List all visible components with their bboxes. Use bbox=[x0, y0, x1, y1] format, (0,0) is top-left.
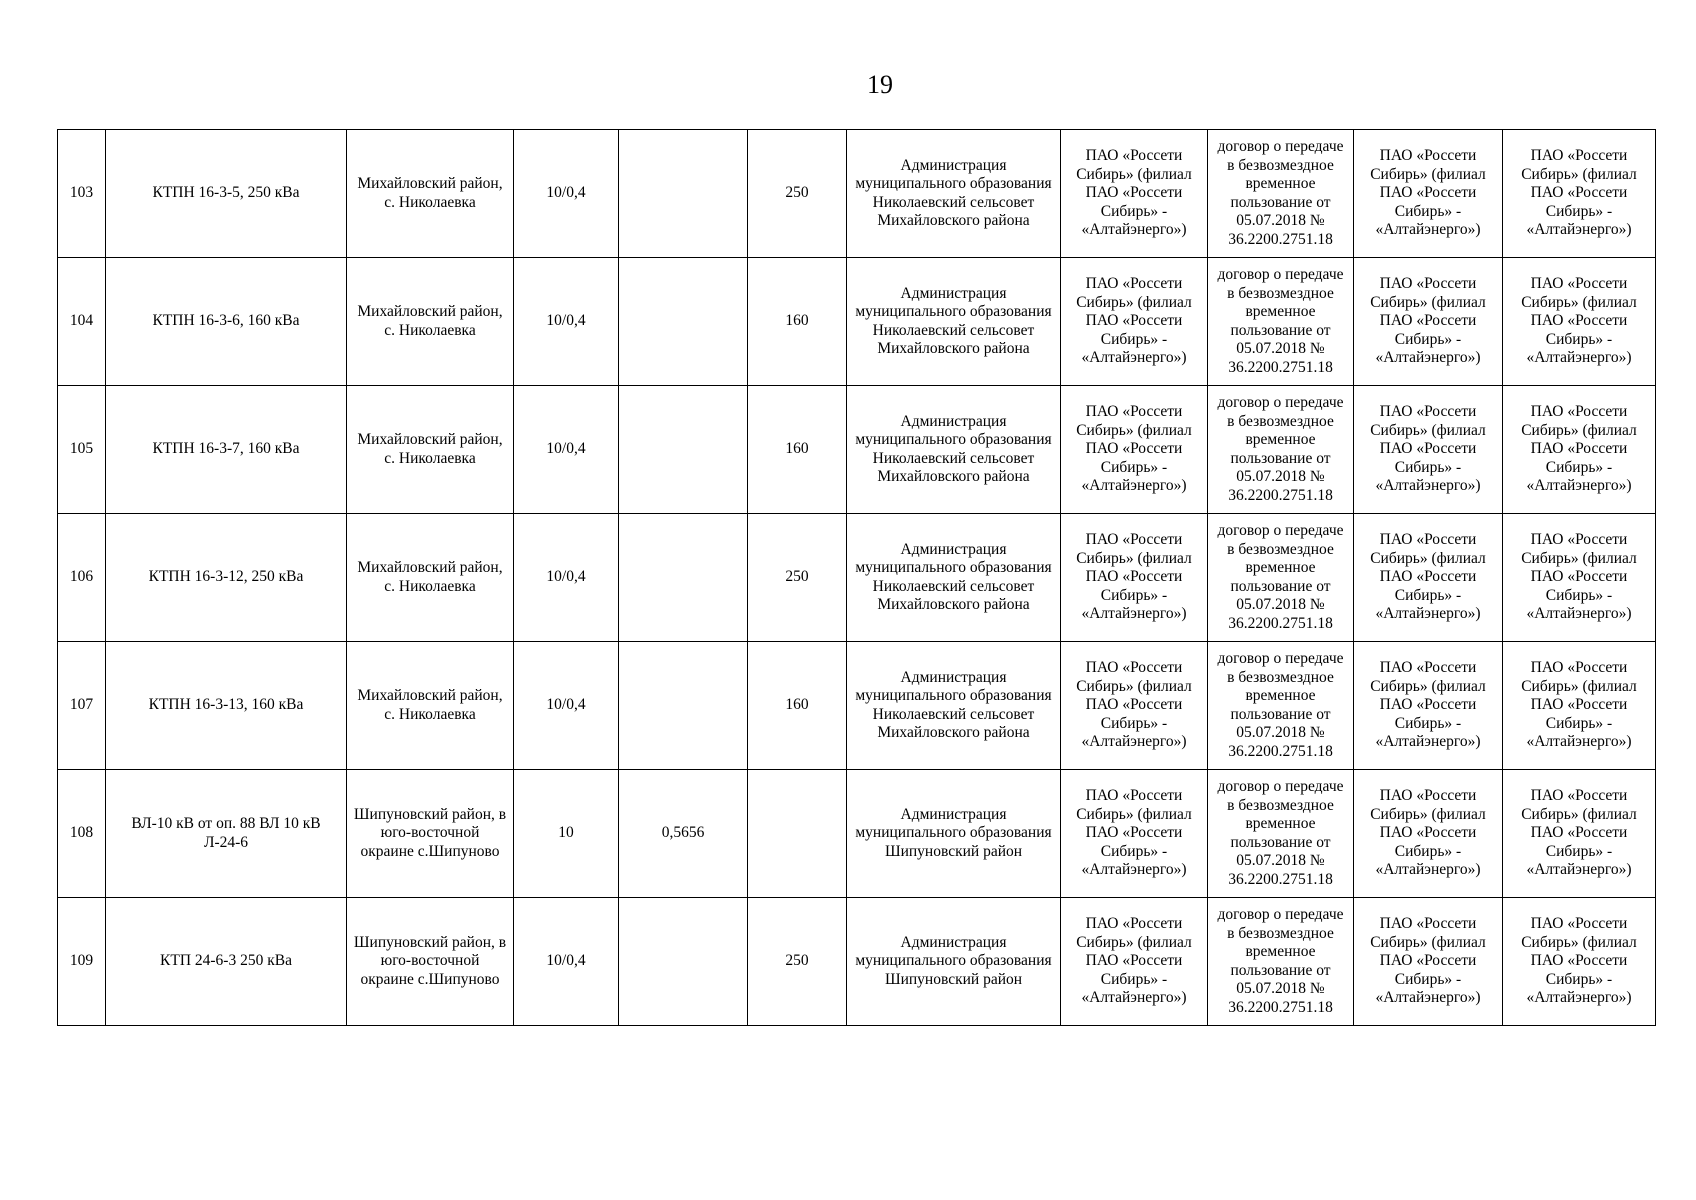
voltage-cell: 10/0,4 bbox=[514, 514, 619, 642]
line-length-cell bbox=[619, 898, 748, 1026]
table-row bbox=[58, 770, 1656, 898]
holder-cell: ПАО «Россети Сибирь» (филиал ПАО «Россети Сибирь» - «Алтайэнерго») bbox=[1061, 258, 1208, 386]
power-cell: 160 bbox=[748, 258, 847, 386]
object-name-cell: ВЛ-10 кВ от оп. 88 ВЛ 10 кВ Л-24-6 bbox=[106, 770, 347, 898]
row-number-cell: 105 bbox=[58, 386, 106, 514]
line-length-cell bbox=[619, 514, 748, 642]
operator-cell: ПАО «Россети Сибирь» (филиал ПАО «Россети Сибирь» - «Алтайэнерго») bbox=[1354, 770, 1503, 898]
power-cell: 250 bbox=[748, 130, 847, 258]
location-cell: Михайловский район, с. Николаевка bbox=[347, 514, 514, 642]
operator-cell: ПАО «Россети Сибирь» (филиал ПАО «Россети Сибирь» - «Алтайэнерго») bbox=[1354, 642, 1503, 770]
location-cell: Михайловский район, с. Николаевка bbox=[347, 258, 514, 386]
owner-cell: Администрация муниципального образования Шипуновский район bbox=[847, 898, 1061, 1026]
voltage-cell: 10/0,4 bbox=[514, 258, 619, 386]
operator-cell: ПАО «Россети Сибирь» (филиал ПАО «Россети Сибирь» - «Алтайэнерго») bbox=[1354, 898, 1503, 1026]
object-name-cell: КТПН 16-3-12, 250 кВа bbox=[106, 514, 347, 642]
row-number-cell: 103 bbox=[58, 130, 106, 258]
location-cell: Михайловский район, с. Николаевка bbox=[347, 130, 514, 258]
holder-cell: ПАО «Россети Сибирь» (филиал ПАО «Россети Сибирь» - «Алтайэнерго») bbox=[1061, 386, 1208, 514]
basis-document-cell: договор о передаче в безвозмездное временное пользование от 05.07.2018 № 36.2200.2751.18 bbox=[1208, 770, 1354, 898]
row-number-cell: 104 bbox=[58, 258, 106, 386]
operator-cell: ПАО «Россети Сибирь» (филиал ПАО «Россети Сибирь» - «Алтайэнерго») bbox=[1354, 386, 1503, 514]
power-cell: 160 bbox=[748, 386, 847, 514]
grid-organization-cell: ПАО «Россети Сибирь» (филиал ПАО «Россети Сибирь» - «Алтайэнерго») bbox=[1503, 898, 1656, 1026]
owner-cell: Администрация муниципального образования Шипуновский район bbox=[847, 770, 1061, 898]
basis-document-cell: договор о передаче в безвозмездное временное пользование от 05.07.2018 № 36.2200.2751.18 bbox=[1208, 514, 1354, 642]
property-registry-table bbox=[57, 129, 1656, 1026]
table-row bbox=[58, 514, 1656, 642]
holder-cell: ПАО «Россети Сибирь» (филиал ПАО «Россети Сибирь» - «Алтайэнерго») bbox=[1061, 898, 1208, 1026]
grid-organization-cell: ПАО «Россети Сибирь» (филиал ПАО «Россети Сибирь» - «Алтайэнерго») bbox=[1503, 386, 1656, 514]
object-name-cell: КТПН 16-3-6, 160 кВа bbox=[106, 258, 347, 386]
row-number-cell: 107 bbox=[58, 642, 106, 770]
row-number-cell: 106 bbox=[58, 514, 106, 642]
owner-cell: Администрация муниципального образования Николаевский сельсовет Михайловского района bbox=[847, 642, 1061, 770]
holder-cell: ПАО «Россети Сибирь» (филиал ПАО «Россети Сибирь» - «Алтайэнерго») bbox=[1061, 514, 1208, 642]
basis-document-cell: договор о передаче в безвозмездное временное пользование от 05.07.2018 № 36.2200.2751.18 bbox=[1208, 386, 1354, 514]
voltage-cell: 10/0,4 bbox=[514, 898, 619, 1026]
voltage-cell: 10/0,4 bbox=[514, 642, 619, 770]
power-cell: 160 bbox=[748, 642, 847, 770]
location-cell: Шипуновский район, в юго-восточной окраине с.Шипуново bbox=[347, 898, 514, 1026]
table-row bbox=[58, 130, 1656, 258]
object-name-cell: КТПН 16-3-7, 160 кВа bbox=[106, 386, 347, 514]
owner-cell: Администрация муниципального образования Николаевский сельсовет Михайловского района bbox=[847, 258, 1061, 386]
location-cell: Шипуновский район, в юго-восточной окраине с.Шипуново bbox=[347, 770, 514, 898]
owner-cell: Администрация муниципального образования Николаевский сельсовет Михайловского района bbox=[847, 386, 1061, 514]
holder-cell: ПАО «Россети Сибирь» (филиал ПАО «Россети Сибирь» - «Алтайэнерго») bbox=[1061, 642, 1208, 770]
table-body bbox=[58, 130, 1656, 1026]
basis-document-cell: договор о передаче в безвозмездное временное пользование от 05.07.2018 № 36.2200.2751.18 bbox=[1208, 642, 1354, 770]
holder-cell: ПАО «Россети Сибирь» (филиал ПАО «Россети Сибирь» - «Алтайэнерго») bbox=[1061, 770, 1208, 898]
table-row bbox=[58, 386, 1656, 514]
basis-document-cell: договор о передаче в безвозмездное временное пользование от 05.07.2018 № 36.2200.2751.18 bbox=[1208, 898, 1354, 1026]
voltage-cell: 10/0,4 bbox=[514, 130, 619, 258]
grid-organization-cell: ПАО «Россети Сибирь» (филиал ПАО «Россети Сибирь» - «Алтайэнерго») bbox=[1503, 770, 1656, 898]
grid-organization-cell: ПАО «Россети Сибирь» (филиал ПАО «Россети Сибирь» - «Алтайэнерго») bbox=[1503, 642, 1656, 770]
owner-cell: Администрация муниципального образования Николаевский сельсовет Михайловского района bbox=[847, 514, 1061, 642]
grid-organization-cell: ПАО «Россети Сибирь» (филиал ПАО «Россети Сибирь» - «Алтайэнерго») bbox=[1503, 130, 1656, 258]
table-row bbox=[58, 258, 1656, 386]
grid-organization-cell: ПАО «Россети Сибирь» (филиал ПАО «Россети Сибирь» - «Алтайэнерго») bbox=[1503, 514, 1656, 642]
grid-organization-cell: ПАО «Россети Сибирь» (филиал ПАО «Россети Сибирь» - «Алтайэнерго») bbox=[1503, 258, 1656, 386]
object-name-cell: КТП 24-6-3 250 кВа bbox=[106, 898, 347, 1026]
location-cell: Михайловский район, с. Николаевка bbox=[347, 642, 514, 770]
voltage-cell: 10/0,4 bbox=[514, 386, 619, 514]
object-name-cell: КТПН 16-3-13, 160 кВа bbox=[106, 642, 347, 770]
owner-cell: Администрация муниципального образования Николаевский сельсовет Михайловского района bbox=[847, 130, 1061, 258]
line-length-cell bbox=[619, 642, 748, 770]
power-cell: 250 bbox=[748, 514, 847, 642]
power-cell bbox=[748, 770, 847, 898]
object-name-cell: КТПН 16-3-5, 250 кВа bbox=[106, 130, 347, 258]
voltage-cell: 10 bbox=[514, 770, 619, 898]
line-length-cell: 0,5656 bbox=[619, 770, 748, 898]
table-row bbox=[58, 898, 1656, 1026]
holder-cell: ПАО «Россети Сибирь» (филиал ПАО «Россети Сибирь» - «Алтайэнерго») bbox=[1061, 130, 1208, 258]
row-number-cell: 108 bbox=[58, 770, 106, 898]
line-length-cell bbox=[619, 130, 748, 258]
basis-document-cell: договор о передаче в безвозмездное временное пользование от 05.07.2018 № 36.2200.2751.18 bbox=[1208, 258, 1354, 386]
operator-cell: ПАО «Россети Сибирь» (филиал ПАО «Россети Сибирь» - «Алтайэнерго») bbox=[1354, 130, 1503, 258]
line-length-cell bbox=[619, 258, 748, 386]
table-row bbox=[58, 642, 1656, 770]
location-cell: Михайловский район, с. Николаевка bbox=[347, 386, 514, 514]
operator-cell: ПАО «Россети Сибирь» (филиал ПАО «Россети Сибирь» - «Алтайэнерго») bbox=[1354, 258, 1503, 386]
page-number: 19 bbox=[867, 70, 893, 99]
operator-cell: ПАО «Россети Сибирь» (филиал ПАО «Россети Сибирь» - «Алтайэнерго») bbox=[1354, 514, 1503, 642]
row-number-cell: 109 bbox=[58, 898, 106, 1026]
basis-document-cell: договор о передаче в безвозмездное временное пользование от 05.07.2018 № 36.2200.2751.18 bbox=[1208, 130, 1354, 258]
power-cell: 250 bbox=[748, 898, 847, 1026]
line-length-cell bbox=[619, 386, 748, 514]
